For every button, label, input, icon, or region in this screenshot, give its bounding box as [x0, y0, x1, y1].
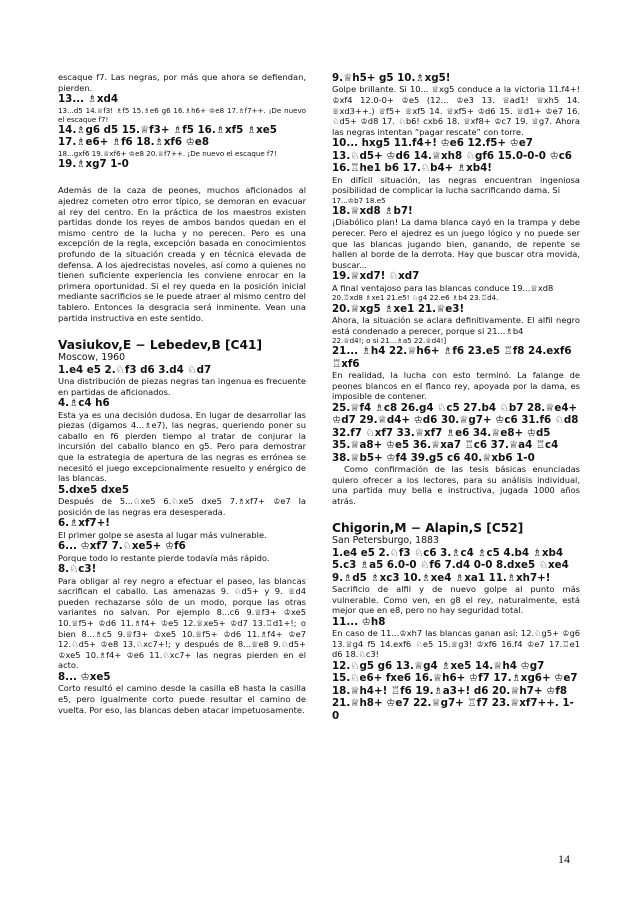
paragraph: escaque f7. Las negras, por más que ahora se defiendan, pierden.	[58, 72, 306, 93]
moves-line: 6... ♔xf7 7.♘xe5+ ♔f6	[58, 540, 186, 553]
paragraph: En difícil situación, las negras encuentran ingeniosa posibilidad de complicar la lucha sacrificando dama. Si	[332, 174, 580, 196]
variation-note: 17...♔b7 18.e5	[332, 195, 386, 205]
right-column	[332, 72, 580, 722]
game-event: San Petersburgo, 1883	[332, 535, 439, 547]
moves-line: 13... ♗xd4	[58, 93, 119, 106]
variation-note: 22.♕d4!; o si 21...♗a5 22.♕d4!]	[332, 336, 447, 346]
moves-line: 8... ♔xe5	[58, 671, 111, 684]
page-number: 14	[558, 852, 570, 866]
moves-line: 18.♕xd8 ♗b7!	[332, 204, 413, 217]
paragraph: Para obligar al rey negro a efectuar el paseo, las blancas sacrifican el caballo. Las amenazas 9. ♘d5+ y 9. ♕d4 pueden rechazarse sólo de un modo, porque las otras variantes no salvan. Por ejemplo 8...c6 9.♕f3+ ♔xe5 10.♕f5+ ♔d6 11.♗f4+ ♔e5 12.♕xe5+ ♔d7 13.♖d1+!; o bien 8...♗c5 9.♕f3+ ♔xe5 10.♕f5+ ♔d6 11.♗f4+ ♔e7 12.♘d5+ ♔e8 13.♘xc7+!; y después de 8...♕e8 9.♘d5+ ♔xe5 10.♗f4+ ♔e6 11.♘xc7+ las negras pierden en el acto.	[58, 575, 306, 671]
spacer	[332, 506, 580, 521]
moves-line: 5.dxe5 dxe5	[58, 483, 129, 496]
moves-line: 9.♕h5+ g5 10.♗xg5!	[332, 72, 451, 84]
paragraph: En realidad, la lucha con esto terminó. La falange de peones blancos en el flanco rey, apoyada por la dama, es imposible de contener.	[332, 370, 580, 402]
left-column	[58, 72, 306, 715]
paragraph: Como confirmación de las tesis básicas enunciadas quiero ofrecer a los lectores, para su análisis individual, una partida muy bella e instructiva, jugada 1000 años atrás.	[332, 463, 580, 506]
paragraph: El primer golpe se asesta al lugar más vulnerable.	[58, 529, 267, 540]
paragraph: Corto resultó el camino desde la casilla e8 hasta la casilla e5, pero igualmente corto puede resultar el camino de vuelta. Por eso, las blancas deben atacar impetuosamente.	[58, 683, 306, 715]
moves-line: 19.♗xg7 1-0	[58, 158, 129, 171]
moves-line: 8.♘c3!	[58, 563, 97, 576]
moves-line: 4.♗c4 h6	[58, 397, 110, 410]
moves-line: 14.♗g6 d5 15.♕f3+ ♗f5 16.♗xf5 ♗xe5 17.♗e6+ ♗f6 18.♗xf6 ♔e8	[58, 124, 277, 149]
variation-note: 13...d5 14.♕f3! ♗f5 15.♗e6 g6 16.♗h6+ ♔e8 17.♗f7++. ¡De nuevo el escaque f7!	[58, 105, 306, 124]
spacer	[58, 170, 306, 185]
paragraph: Golpe brillante. Si 10... ♕xg5 conduce a la victoria 11.f4+! ♔xf4 12.0-0+ ♔e5 (12... ♔e3 13. ♕ad1! ♕xh5 14. ♕xd3++.) ♕f5+ ♕xf5 14. ♕xf5+ ♔d6 15. ♕d1+ ♔e7 16. ♘d5+ ♔d8 17. ♘b6! cxb6 18. ♕xf8+ ♔c7 19. ♕g7. Ahora las negras intentan “pagar rescate” con torre.	[332, 84, 580, 137]
paragraph: Sacrificio de alfil y de nuevo golpe al punto más vulnerable. Como ven, en g8 el rey, naturalmente, está mejor que en e8, pero no hay seguridad total.	[332, 583, 580, 616]
moves-line: 12.♘g5 g6 13.♕g4 ♗xe5 14.♕h4 ♔g7 15.♘e6+ fxe6 16.♕h6+ ♔f7 17.♗xg6+ ♔e7 18.♕h4+! ♖f6 19.♗a3+! d6 20.♕h7+ ♔f8 21.♕h8+ ♔e7 22.♕g7+ ♖f7 23.♕xf7++. 1-0	[332, 659, 578, 722]
paragraph: Además de la caza de peones, muchos aficionados al ajedrez cometen otro error típico, se demoran en evacuar al rey del centro. En la práctica de los maestros existen partidas donde los reyes de ambos bandos quedan en el mismo centro de la lucha y no perecen. Pero es una excepción de la regla, excepción basada en conocimientos profundo de la situación creada y en técnica elevada de defensa. A los ajedrecistas noveles, así como a quienes no tienen suficiente experiencia les conviene enrocar en la primera oportunidad. Si el rey queda en la posición inicial mediante sacrificios se le puede atraer al mismo centro del tablero. Entonces la desgracia será inminente. Vean una partida instructiva en este sentido.	[58, 185, 306, 323]
moves-line: 20.♕xg5 ♗xe1 21.♕e3!	[332, 302, 465, 315]
moves-line: 21... ♗h4 22.♕h6+ ♗f6 23.e5 ♖f8 24.exf6 ♖xf6	[332, 345, 572, 370]
moves-line: 1.e4 e5 2.♘f3 ♘c6 3.♗c4 ♗c5 4.b4 ♗xb4 5.c3 ♗a5 6.0-0 ♘f6 7.d4 0-0 8.dxe5 ♘xe4 9.♗d5 ♗xc3 10.♗xe4 ♗xa1 11.♗xh7+!	[332, 546, 569, 584]
paragraph: A final ventajoso para las blancas conduce 19...♕xd8	[332, 282, 554, 293]
paragraph: Esta ya es una decisión dudosa. En lugar de desarrollar las piezas (digamos 4...♗e7), las negras, queriendo poner su caballo en f6 pierden tiempo al tratar de conjurar la incursión del caballo blanco en g5. Pero para demostrar que la estrategia de apertura de las negras es errónea se necesitó el juego excepcionalmente resuelto y enérgico de las blancas.	[58, 409, 306, 484]
paragraph: Después de 5...♘xe5 6.♘xe5 dxe5 7.♗xf7+ ♔e7 la posición de las negras era desesperada.	[58, 496, 306, 517]
paragraph: Una distribución de piezas negras tan ingenua es frecuente en partidas de aficionados.	[58, 375, 306, 397]
moves-line: 25.♕f4 ♗c8 26.g4 ♘c5 27.b4 ♘b7 28.♕e4+ ♔d7 29.♕d4+ ♔d6 30.♕g7+ ♔c6 31.f6 ♘d8 32.f7 ♘xf7 33.♕xf7 ♗e6 34.♕e8+ ♔d5 35.♕a8+ ♔e5 36.♕xa7 ♖c6 37.♕a4 ♖c4 38.♕b5+ ♔f4 39.g5 c6 40.♕xb6 1-0	[332, 401, 579, 464]
moves-line: 10... hxg5 11.f4+! ♔e6 12.f5+ ♔e7 13.♘d5+ ♔d6 14.♕xh8 ♘gf6 15.0-0-0 ♔c6 16.♖he1 b6 17.♘b4+ ♗xb4!	[332, 137, 572, 175]
moves-line: 1.e4 e5 2.♘f3 d6 3.d4 ♘d7	[58, 363, 212, 376]
paragraph: En caso de 11...♔xh7 las blancas ganan así: 12.♘g5+ ♔g6 13.♕g4 f5 14.exf6 ♘e5 15.♕g3! ♔xf6 16.f4 ♔e7 17.♖e1 d6 18.♘c3!	[332, 628, 580, 660]
variation-note: 18...gxf6 19.♕xf6+ ♔e8 20.♕f7++. ¡De nuevo el escaque f7!	[58, 148, 277, 158]
game-event: Moscow, 1960	[58, 352, 126, 364]
game-header: Vasiukov,E − Lebedev,B [C41]	[58, 338, 263, 353]
paragraph: Porque todo lo restante pierde todavía más rápido.	[58, 552, 270, 563]
moves-line: 6.♗xf7+!	[58, 517, 110, 530]
spacer	[58, 323, 306, 338]
game-header: Chigorin,M − Alapin,S [C52]	[332, 521, 524, 536]
moves-line: 11... ♔h8	[332, 615, 386, 628]
paragraph: Ahora, la situación se aclara definitivamente. El alfil negro está condenado a perecer, porque si 21...♗b4	[332, 314, 580, 336]
variation-note: 20.♖xd8 ♗xe1 21.e5! ♘g4 22.e6 ♗b4 23.♖d4.	[332, 293, 499, 303]
paragraph: ¡Diabólico plan! La dama blanca cayó en la trampa y debe perecer. Pero el ajedrez es un juego lógico y no puede ser que las blancas jugando bien, ganando, de repente se hallen al borde de la derrota. Hay que buscar otra movida, buscar...	[332, 217, 580, 270]
moves-line: 19.♕xd7! ♘xd7	[332, 270, 420, 283]
